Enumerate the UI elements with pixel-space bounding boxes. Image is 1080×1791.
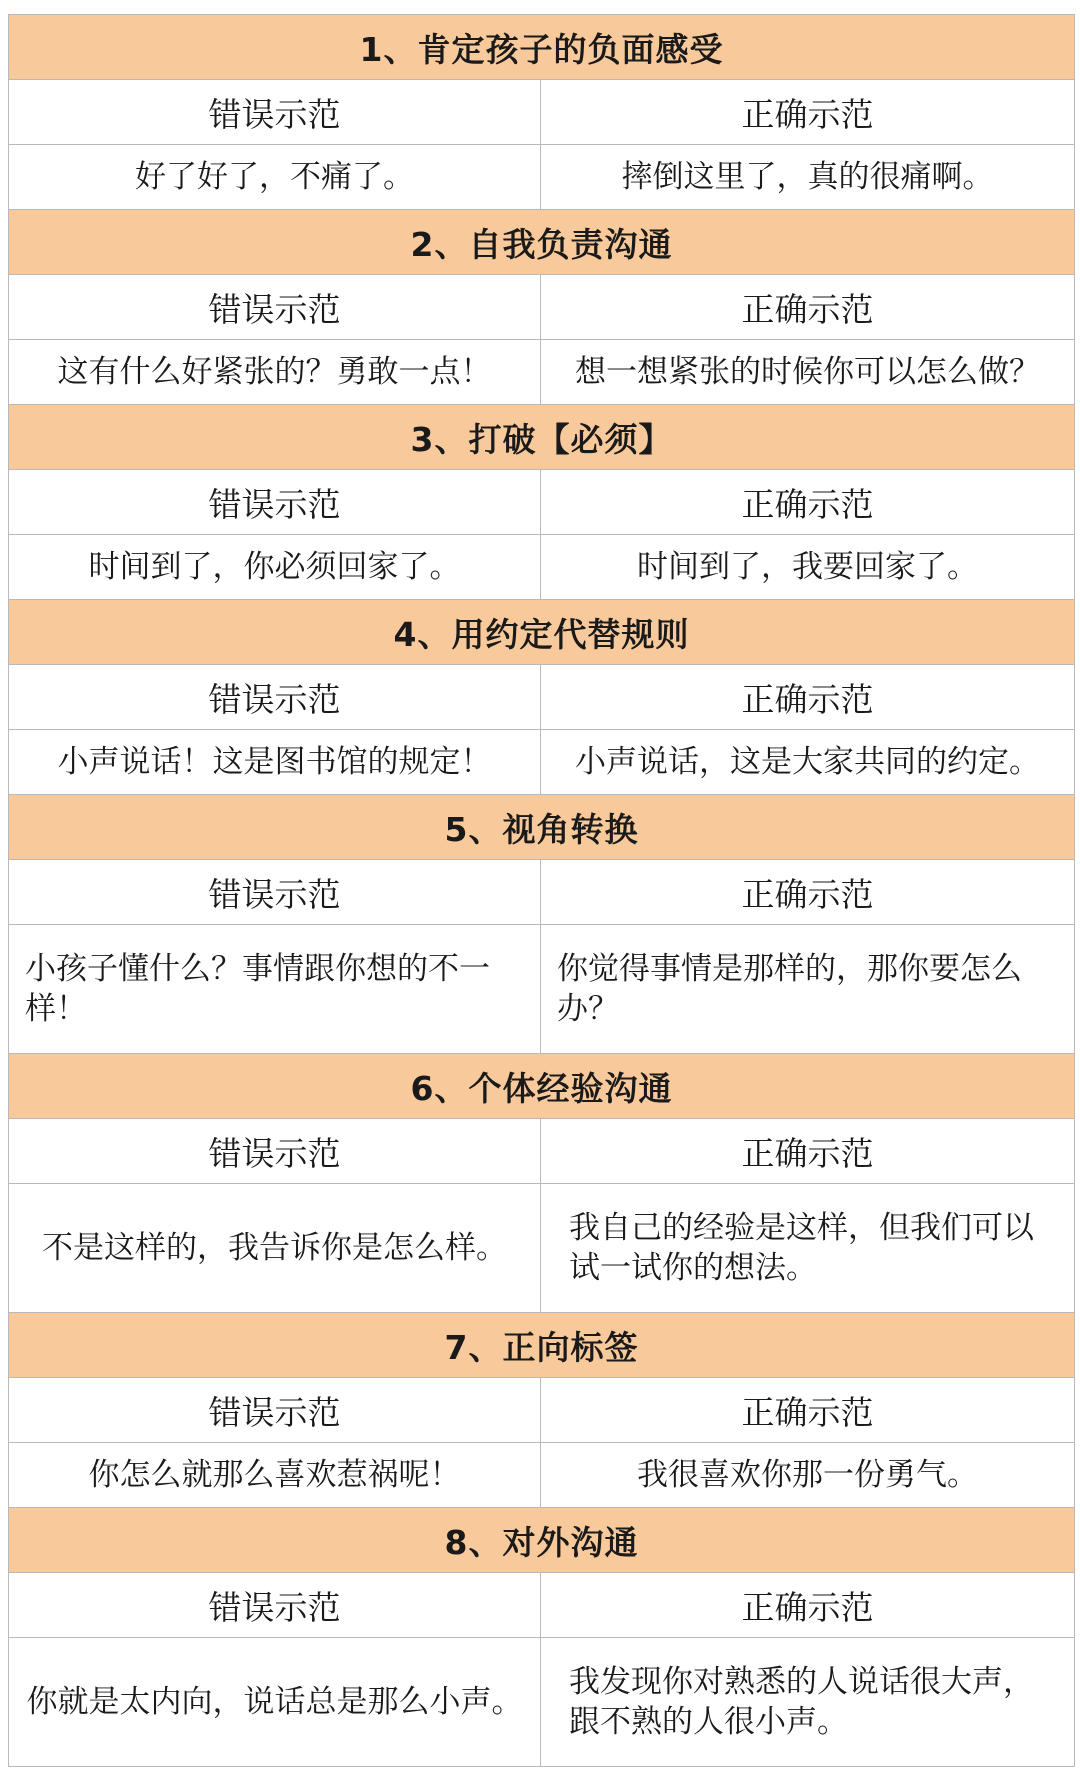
section-header <box>9 405 1075 470</box>
right-label: 正确示范 <box>541 860 1075 925</box>
wrong-label: 错误示范 <box>9 80 541 145</box>
section-header <box>9 15 1075 80</box>
example-row <box>9 1638 1075 1767</box>
label-row <box>9 80 1075 145</box>
right-example: 时间到了，我要回家了。 <box>541 535 1075 600</box>
right-label: 正确示范 <box>541 80 1075 145</box>
wrong-example: 不是这样的，我告诉你是怎么样。 <box>9 1184 541 1313</box>
wrong-label: 错误示范 <box>9 275 541 340</box>
wrong-label: 错误示范 <box>9 1573 541 1638</box>
section-title: 8、对外沟通 <box>9 1508 1075 1573</box>
right-example: 我很喜欢你那一份勇气。 <box>541 1443 1075 1508</box>
section-header <box>9 795 1075 860</box>
right-example: 你觉得事情是那样的，那你要怎么办？ <box>541 925 1075 1054</box>
right-example: 想一想紧张的时候你可以怎么做？ <box>541 340 1075 405</box>
wrong-example: 时间到了，你必须回家了。 <box>9 535 541 600</box>
wrong-label: 错误示范 <box>9 470 541 535</box>
right-label: 正确示范 <box>541 470 1075 535</box>
right-example: 摔倒这里了，真的很痛啊。 <box>541 145 1075 210</box>
right-label: 正确示范 <box>541 1119 1075 1184</box>
right-label: 正确示范 <box>541 665 1075 730</box>
wrong-example: 这有什么好紧张的？勇敢一点！ <box>9 340 541 405</box>
wrong-label: 错误示范 <box>9 1119 541 1184</box>
wrong-example: 小声说话！这是图书馆的规定！ <box>9 730 541 795</box>
right-label: 正确示范 <box>541 275 1075 340</box>
comparison-table-container <box>8 14 1074 1767</box>
section-header <box>9 600 1075 665</box>
wrong-example: 你就是太内向，说话总是那么小声。 <box>9 1638 541 1767</box>
wrong-label: 错误示范 <box>9 665 541 730</box>
section-header <box>9 210 1075 275</box>
example-row <box>9 145 1075 210</box>
example-row <box>9 925 1075 1054</box>
section-title: 7、正向标签 <box>9 1313 1075 1378</box>
wrong-example: 好了好了，不痛了。 <box>9 145 541 210</box>
example-row <box>9 1184 1075 1313</box>
wrong-example: 小孩子懂什么？事情跟你想的不一样！ <box>9 925 541 1054</box>
example-row <box>9 340 1075 405</box>
label-row <box>9 665 1075 730</box>
label-row <box>9 1573 1075 1638</box>
right-label: 正确示范 <box>541 1378 1075 1443</box>
section-title: 1、肯定孩子的负面感受 <box>9 15 1075 80</box>
section-title: 6、个体经验沟通 <box>9 1054 1075 1119</box>
right-example: 我自己的经验是这样，但我们可以试一试你的想法。 <box>541 1184 1075 1313</box>
section-header <box>9 1054 1075 1119</box>
right-label: 正确示范 <box>541 1573 1075 1638</box>
label-row <box>9 860 1075 925</box>
right-example: 我发现你对熟悉的人说话很大声，跟不熟的人很小声。 <box>541 1638 1075 1767</box>
example-row <box>9 1443 1075 1508</box>
section-title: 2、自我负责沟通 <box>9 210 1075 275</box>
section-header <box>9 1508 1075 1573</box>
section-title: 4、用约定代替规则 <box>9 600 1075 665</box>
right-example: 小声说话，这是大家共同的约定。 <box>541 730 1075 795</box>
comparison-table <box>8 14 1075 1767</box>
example-row <box>9 535 1075 600</box>
wrong-label: 错误示范 <box>9 860 541 925</box>
wrong-label: 错误示范 <box>9 1378 541 1443</box>
section-title: 3、打破【必须】 <box>9 405 1075 470</box>
label-row <box>9 470 1075 535</box>
example-row <box>9 730 1075 795</box>
label-row <box>9 1378 1075 1443</box>
section-header <box>9 1313 1075 1378</box>
label-row <box>9 275 1075 340</box>
label-row <box>9 1119 1075 1184</box>
wrong-example: 你怎么就那么喜欢惹祸呢！ <box>9 1443 541 1508</box>
section-title: 5、视角转换 <box>9 795 1075 860</box>
